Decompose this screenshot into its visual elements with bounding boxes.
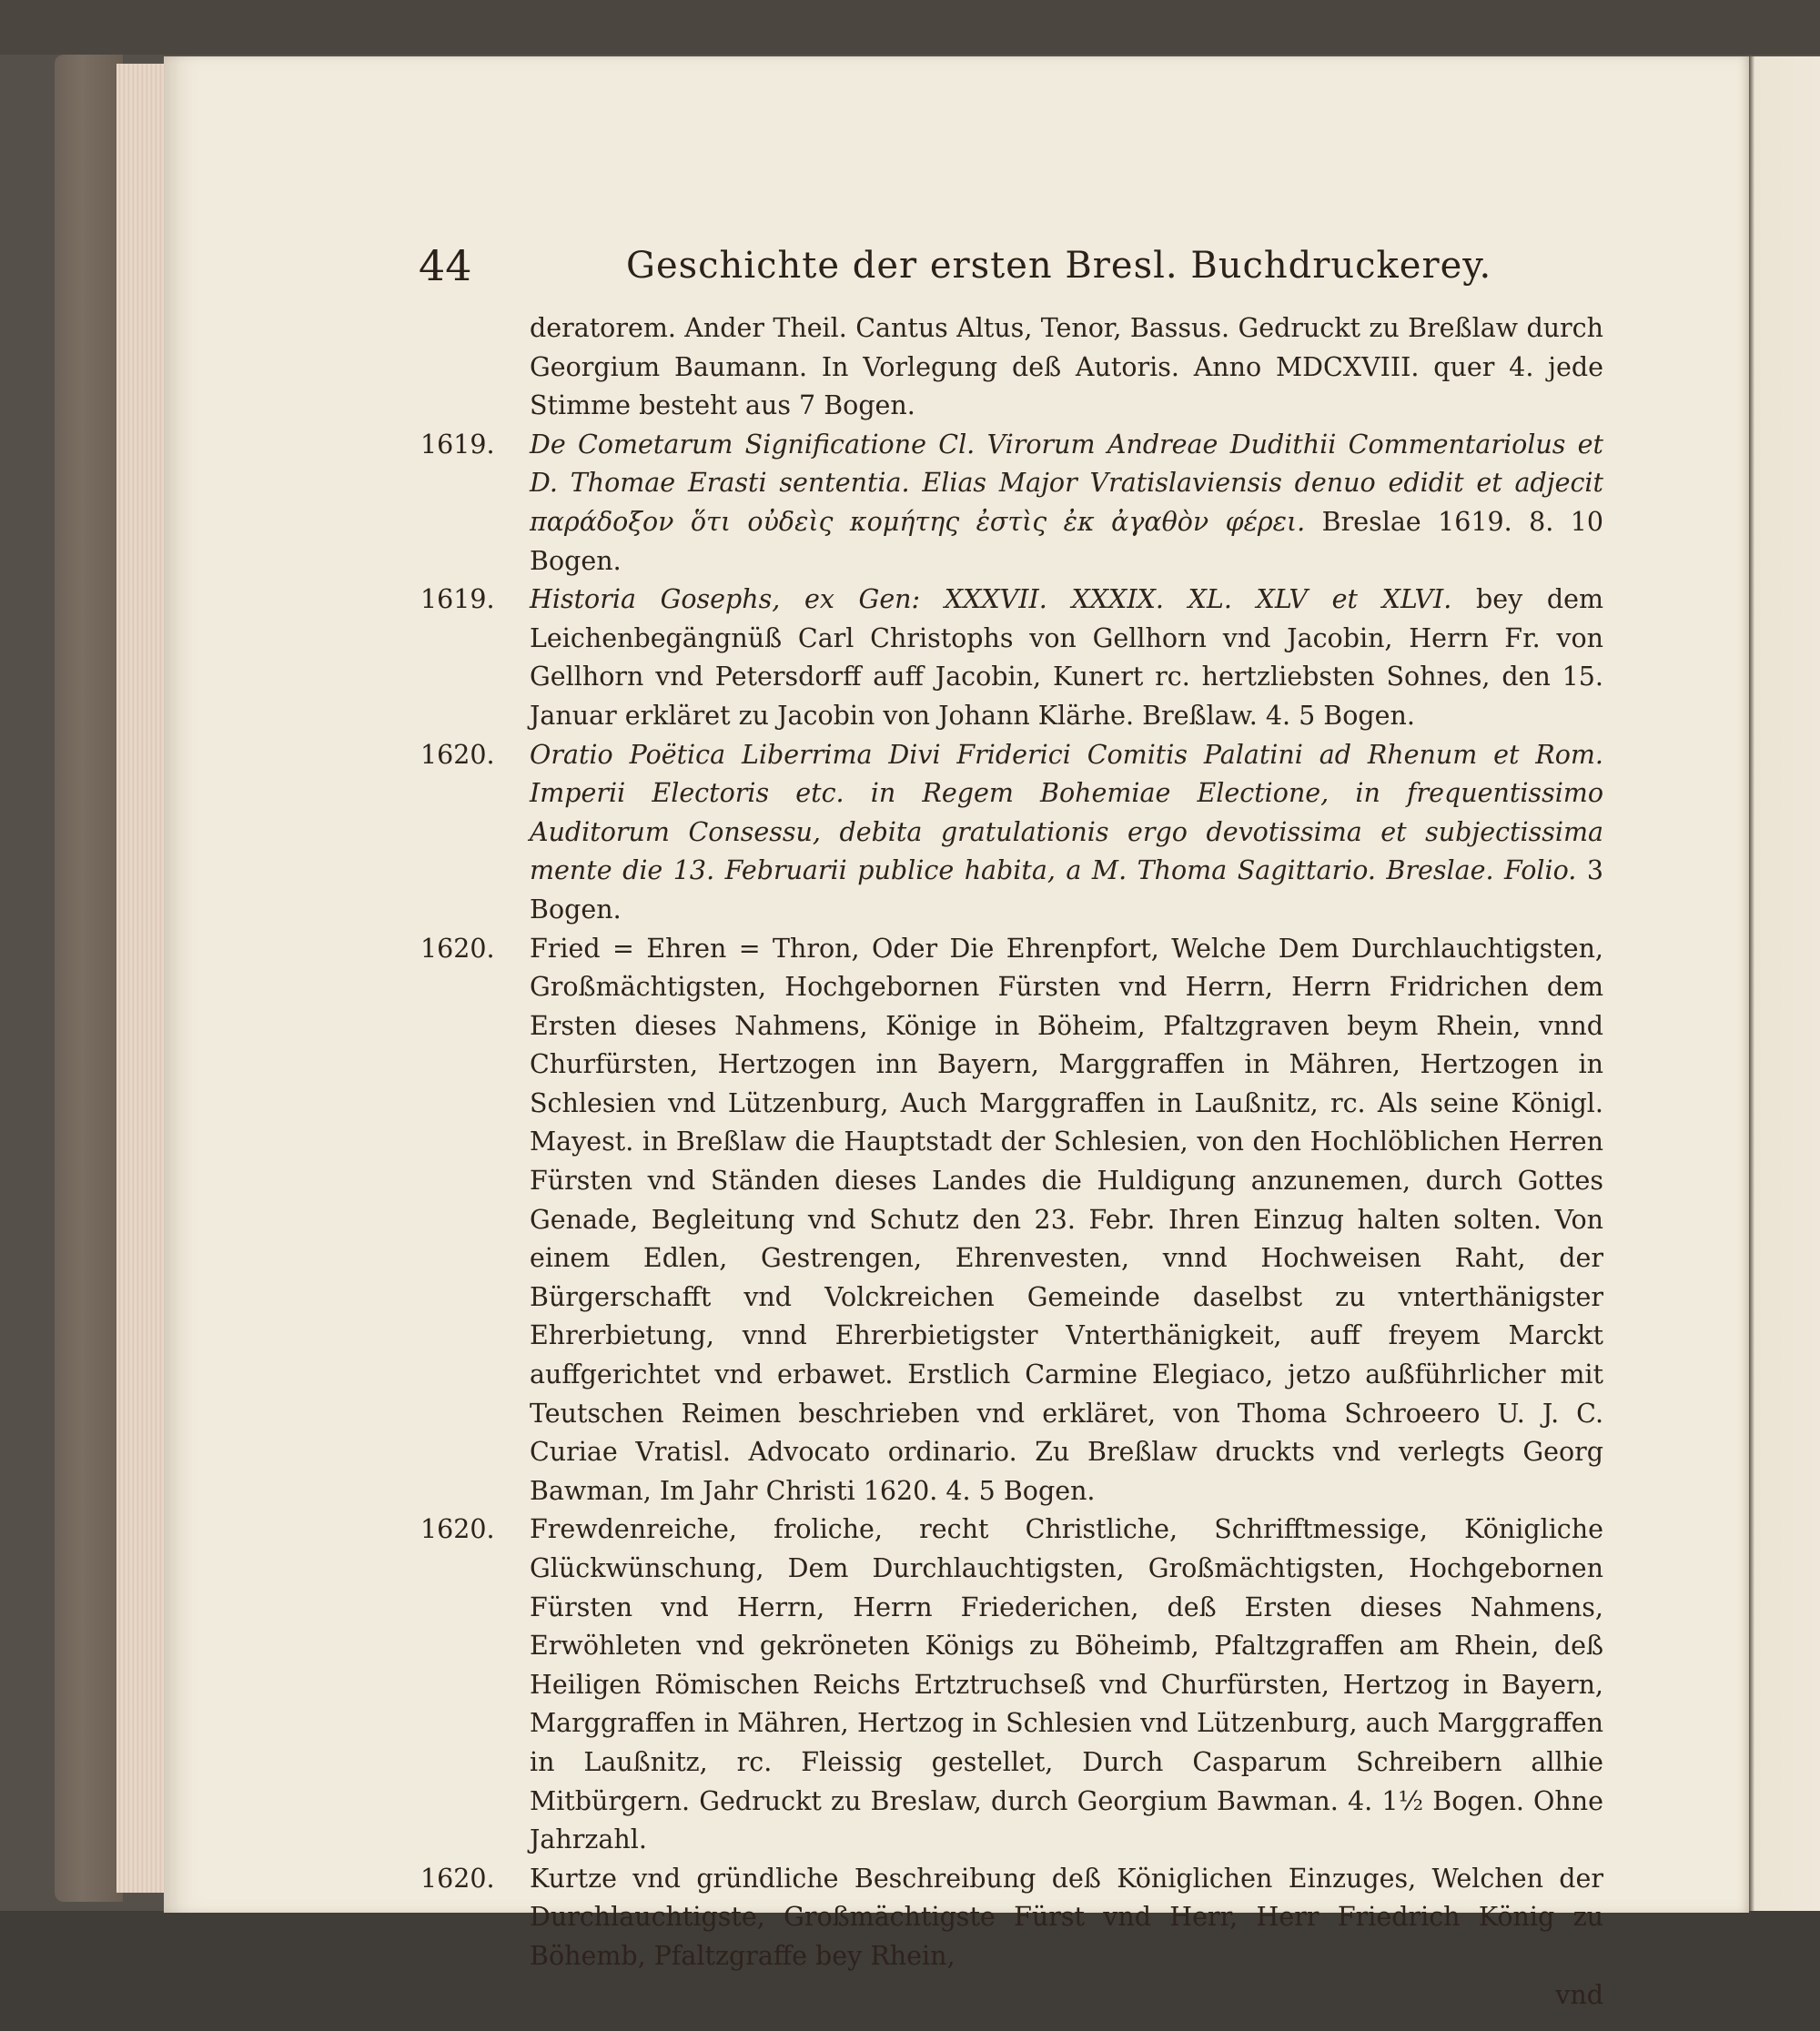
- entry-latin-title: Historia Gosephs, ex Gen: XXXVII. XXXIX. XL. XLV et XLVI.: [530, 584, 1452, 615]
- bibliography-entry: [420, 930, 1603, 1511]
- page-number: 44: [419, 241, 472, 290]
- running-title: Geschichte der ersten Bresl. Buchdruckerey.: [626, 245, 1492, 287]
- entry-details: Breslae 1619. 8. 10 Bogen.: [530, 506, 1603, 576]
- continuation-paragraph: deratorem. Ander Theil. Cantus Altus, Tenor, Bassus. Gedruckt zu Breßlaw durch Georgium Baumann. In Vorlegung deß Autoris. Anno MDCXVIII. quer 4. jede Stimme besteht aus 7 Bogen.: [530, 313, 1603, 421]
- bibliography-text: [420, 309, 1603, 2015]
- entry-year: 1620.: [420, 739, 495, 770]
- entry-text: Frewdenreiche, froliche, recht Christliche, Schrifftmessige, Königliche Glückwünschung, Dem Durchlauchtigsten, Großmächtigsten, Hochgebornen Fürsten vnd Herrn, Herrn Friederichen, deß Ersten dieses Nahmens, Erwöhleten vnd gekröneten Königs zu Böheimb, Pfaltzgraffen am Rhein, deß Heiligen Römischen Reichs Ertztruchseß vnd Churfürsten, Hertzog in Bayern, Marggraffen in Mähren, Hertzog in Schlesien vnd Lützenburg, auch Marggraffen in Laußnitz, rc. Fleissig gestellet, Durch Casparum Schreibern allhie Mitbürgern. Gedruckt zu Breslaw, durch Georgium Bawman. 4. 1½ Bogen. Ohne Jahrzahl.: [530, 1514, 1603, 1855]
- entry-text: Kurtze vnd gründliche Beschreibung deß Königlichen Einzuges, Welchen der Durchlauchtigste, Großmächtigste Fürst vnd Herr, Herr Friedrich König zu Böhemb, Pfaltzgraffe bey Rhein,: [530, 1863, 1603, 1971]
- page-header: [419, 241, 1602, 296]
- bibliography-entry: [420, 581, 1603, 735]
- book-cover-spine: [55, 55, 123, 1902]
- page-edges: [116, 64, 167, 1893]
- entry-year: 1620.: [420, 1863, 495, 1894]
- entry-year: 1620.: [420, 933, 495, 964]
- entry-text: Fried = Ehren = Thron, Oder Die Ehrenpfort, Welche Dem Durchlauchtigsten, Großmächtigsten, Hochgebornen Fürsten vnd Herrn, Herrn Fridrichen dem Ersten dieses Nahmens, Könige in Böheim, Pfaltzgraven beym Rhein, vnnd Churfürsten, Hertzogen inn Bayern, Marggraffen in Mähren, Hertzogen in Schlesien vnd Lützenburg, Auch Marggraffen in Laußnitz, rc. Als seine Königl. Mayest. in Breßlaw die Hauptstadt der Schlesien, von den Hochlöblichen Herren Fürsten vnd Ständen dieses Landes die Huldigung anzunemen, durch Gottes Genade, Begleitung vnd Schutz den 23. Febr. Ihren Einzug halten solten. Von einem Edlen, Gestrengen, Ehrenvesten, vnnd Hochweisen Raht, der Bürgerschafft vnd Volckreichen Gemeinde daselbst zu vnterthänigster Ehrerbietung, vnnd Ehrerbietigster Vnterthänigkeit, auff freyem Marckt auffgerichtet vnd erbawet. Erstlich Carmine Elegiaco, jetzo außführlicher mit Teutschen Reimen beschrieben vnd erkläret, von Thoma Schroeero U. J. C. Curiae Vratisl. Advocato ordinario. Zu Breßlaw druckts vnd verlegts Georg Bawman, Im Jahr Christi 1620. 4. 5 Bogen.: [530, 933, 1603, 1506]
- entry-text: [530, 426, 1603, 581]
- entry-details: bey dem Leichenbegängnüß Carl Christophs von Gellhorn vnd Jacobin, Herrn Fr. von Gellhorn vnd Petersdorff auff Jacobin, Kunert rc. hertzliebsten Sohnes, den 15. Januar erkläret zu Jacobin von Johann Klärhe. Breßlaw. 4. 5 Bogen.: [530, 584, 1604, 731]
- entry-latin-title: De Cometarum Significatione Cl. Virorum Andreae Dudithii Commentariolus et D. Thomae Erasti sententia. Elias Major Vratislaviensis denuo edidit et adjecit παράδοξον ὅτι οὐδεὶς κομήτης ἐστὶς ἐκ ἀγαθὸν φέρει.: [530, 429, 1603, 537]
- catchword: vnd: [1555, 1979, 1603, 2010]
- entry-text: [530, 736, 1603, 930]
- bibliography-entry: [420, 736, 1603, 930]
- entry-latin-title: Oratio Poëtica Liberrima Divi Friderici Comitis Palatini ad Rhenum et Rom. Imperii Electoris etc. in Regem Bohemiae Electione, in frequentissimo Auditorum Consessu, debita gratulationis ergo devotissima et subjectissima mente die 13. Februarii publice habita, a M. Thoma Sagittario. Breslae. Folio.: [530, 739, 1603, 886]
- entry-year: 1619.: [420, 429, 495, 460]
- bibliography-entry: [420, 426, 1603, 581]
- facing-page-edge: [1749, 56, 1820, 1913]
- entry-details: 3 Bogen.: [530, 855, 1603, 925]
- bibliography-entry: [420, 1860, 1603, 1976]
- entry-year: 1620.: [420, 1514, 495, 1545]
- bibliography-entry: [420, 1511, 1603, 1859]
- entry-text: [530, 581, 1603, 735]
- book-cover-top: [0, 0, 1820, 55]
- entry-year: 1619.: [420, 584, 495, 615]
